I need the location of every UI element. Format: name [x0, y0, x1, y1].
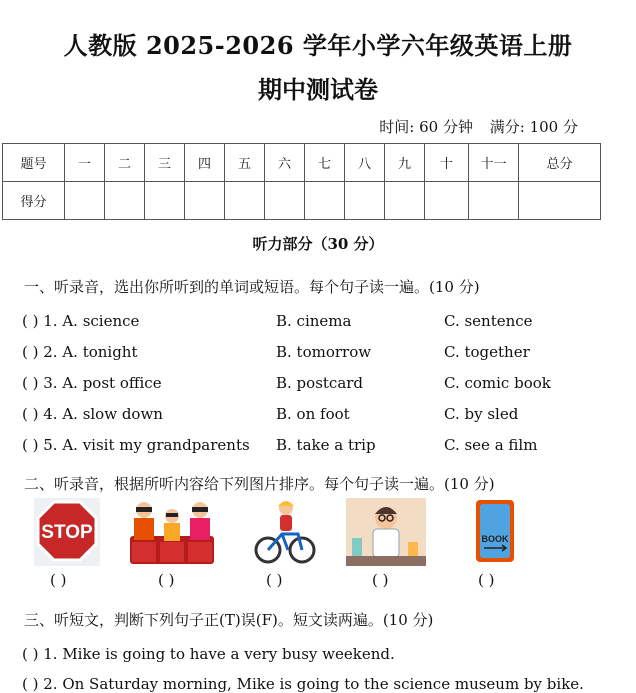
score-cell: 题号 [3, 144, 65, 182]
exam-meta [367, 116, 578, 137]
score-input-cell[interactable] [105, 182, 145, 220]
part1-q1-a: ( ) 1. A. science [22, 312, 140, 330]
score-input-cell[interactable] [345, 182, 385, 220]
part1-q1-b: B. cinema [276, 312, 352, 330]
score-input-cell[interactable] [385, 182, 425, 220]
score-cell: 九 [385, 144, 425, 182]
part1-q2-c: C. together [444, 343, 530, 361]
score-cell: 二 [105, 144, 145, 182]
part1-instruction: 一、听录音，选出你所听到的单词或短语。每个句子读一遍。(10 分) [24, 278, 480, 296]
part3-q1: ( ) 1. Mike is going to have a very busy weekend. [22, 645, 395, 663]
part1-q3-b: B. postcard [276, 374, 364, 392]
section-title-listening: 听力部分（30 分） [252, 235, 384, 253]
full-score: 满分: 100 分 [489, 118, 578, 136]
score-input-cell[interactable] [65, 182, 105, 220]
picture-3-answer-blank[interactable]: ( ) [266, 571, 283, 589]
part3-instruction: 三、听短文，判断下列句子正(T)误(F)。短文读两遍。(10 分) [24, 611, 434, 629]
part1-q3-c: C. comic book [444, 374, 551, 392]
exam-subtitle: 期中测试卷 [258, 75, 378, 104]
score-table [2, 143, 601, 220]
score-input-cell[interactable] [225, 182, 265, 220]
picture-5-answer-blank[interactable]: ( ) [478, 571, 495, 589]
picture-1-answer-blank[interactable]: ( ) [50, 571, 67, 589]
score-input-cell[interactable] [425, 182, 469, 220]
score-table-score-row [3, 182, 601, 220]
score-cell: 十一 [469, 144, 519, 182]
part1-q4-c: C. by sled [444, 405, 519, 423]
score-cell: 八 [345, 144, 385, 182]
score-cell: 七 [305, 144, 345, 182]
score-input-cell[interactable] [145, 182, 185, 220]
part1-q3-a: ( ) 3. A. post office [22, 374, 162, 392]
part1-q1-c: C. sentence [444, 312, 533, 330]
part1-q5-a: ( ) 5. A. visit my grandparents [22, 436, 250, 454]
book-cover-text: BOOK [481, 534, 509, 544]
part1-q4-a: ( ) 4. A. slow down [22, 405, 163, 423]
cyclist-picture [254, 498, 316, 566]
exam-title: 人教版 2025-2026 学年小学六年级英语上册 [63, 31, 573, 60]
score-input-cell[interactable] [519, 182, 601, 220]
book-picture [472, 498, 518, 566]
part1-q5-c: C. see a film [444, 436, 538, 454]
part3-q2: ( ) 2. On Saturday morning, Mike is going to the science museum by bike. [22, 675, 584, 693]
time-limit: 时间: 60 分钟 [379, 118, 473, 136]
stop-sign-text: STOP [41, 522, 93, 543]
cinema-picture [130, 498, 214, 566]
score-input-cell[interactable] [469, 182, 519, 220]
score-cell: 三 [145, 144, 185, 182]
picture-4-answer-blank[interactable]: ( ) [372, 571, 389, 589]
score-input-cell[interactable] [305, 182, 345, 220]
part1-q2-b: B. tomorrow [276, 343, 372, 361]
picture-2-answer-blank[interactable]: ( ) [158, 571, 175, 589]
part2-instruction: 二、听录音，根据所听内容给下列图片排序。每个句子读一遍。(10 分) [24, 475, 495, 493]
score-cell: 一 [65, 144, 105, 182]
score-table-header-row [3, 144, 601, 182]
score-row-label: 得分 [3, 182, 65, 220]
score-cell: 总分 [519, 144, 601, 182]
score-input-cell[interactable] [185, 182, 225, 220]
scientist-picture [346, 498, 426, 566]
stop-sign-picture [34, 498, 100, 566]
score-cell: 十 [425, 144, 469, 182]
score-cell: 六 [265, 144, 305, 182]
score-input-cell[interactable] [265, 182, 305, 220]
score-cell: 五 [225, 144, 265, 182]
part1-q2-a: ( ) 2. A. tonight [22, 343, 138, 361]
score-cell: 四 [185, 144, 225, 182]
part1-q5-b: B. take a trip [276, 436, 376, 454]
part1-q4-b: B. on foot [276, 405, 350, 423]
